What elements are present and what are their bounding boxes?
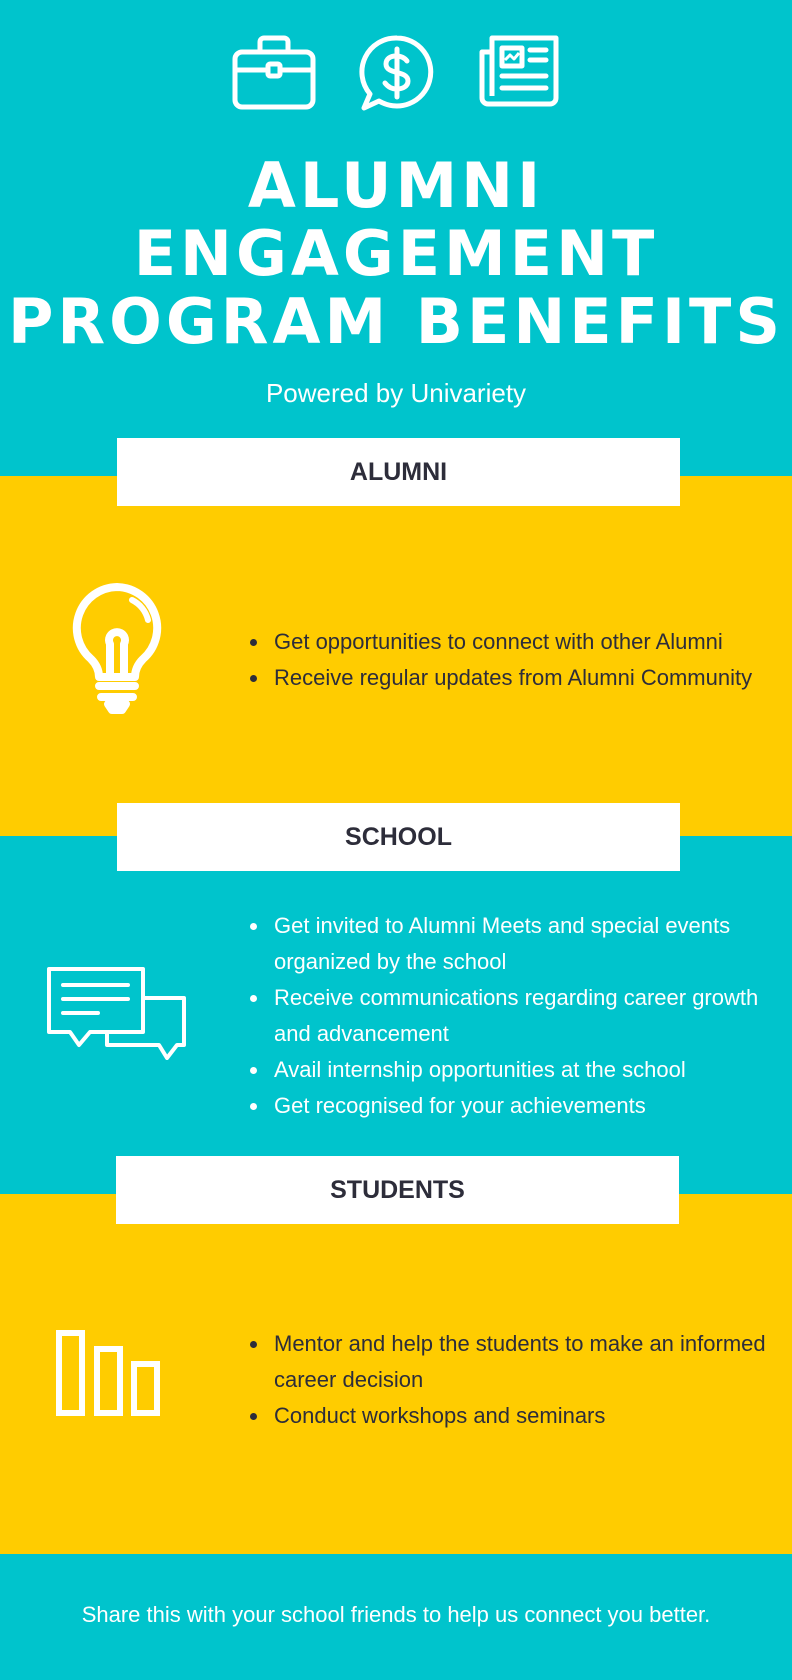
list-item: • Mentor and help the students to make an informed career decision xyxy=(270,1326,790,1398)
chat-bubbles-icon xyxy=(46,966,188,1065)
lightbulb-icon xyxy=(70,582,164,719)
title-line: PROGRAM BENEFITS xyxy=(7,285,784,358)
title-line: ENGAGEMENT xyxy=(133,217,659,290)
list-item: • Avail internship opportunities at the school xyxy=(270,1052,790,1088)
list-item: • Conduct workshops and seminars xyxy=(270,1398,790,1434)
dollar-bubble-icon xyxy=(358,34,436,112)
school-benefits-list xyxy=(248,908,790,1124)
subtitle: Powered by Univariety xyxy=(265,378,527,408)
list-item: • Get recognised for your achievements xyxy=(270,1088,790,1124)
section-header-school: SCHOOL xyxy=(117,803,680,871)
page-title xyxy=(0,149,792,358)
title-line: ALUMNI xyxy=(247,149,545,222)
briefcase-icon xyxy=(232,34,316,112)
students-benefits-list xyxy=(248,1326,790,1434)
newspaper-icon xyxy=(478,34,560,112)
list-item: • Get invited to Alumni Meets and special events organized by the school xyxy=(270,908,790,980)
list-item: • Get opportunities to connect with other Alumni xyxy=(270,624,790,660)
bar-chart-icon xyxy=(56,1330,164,1421)
top-icon-row xyxy=(0,34,792,112)
section-header-students: STUDENTS xyxy=(116,1156,679,1224)
footer-text: Share this with your school friends to help us connect you better. xyxy=(81,1602,711,1627)
list-item: • Receive communications regarding career growth and advancement xyxy=(270,980,790,1052)
list-item: • Receive regular updates from Alumni Community xyxy=(270,660,790,696)
alumni-benefits-list xyxy=(248,624,790,696)
section-header-alumni: ALUMNI xyxy=(117,438,680,506)
